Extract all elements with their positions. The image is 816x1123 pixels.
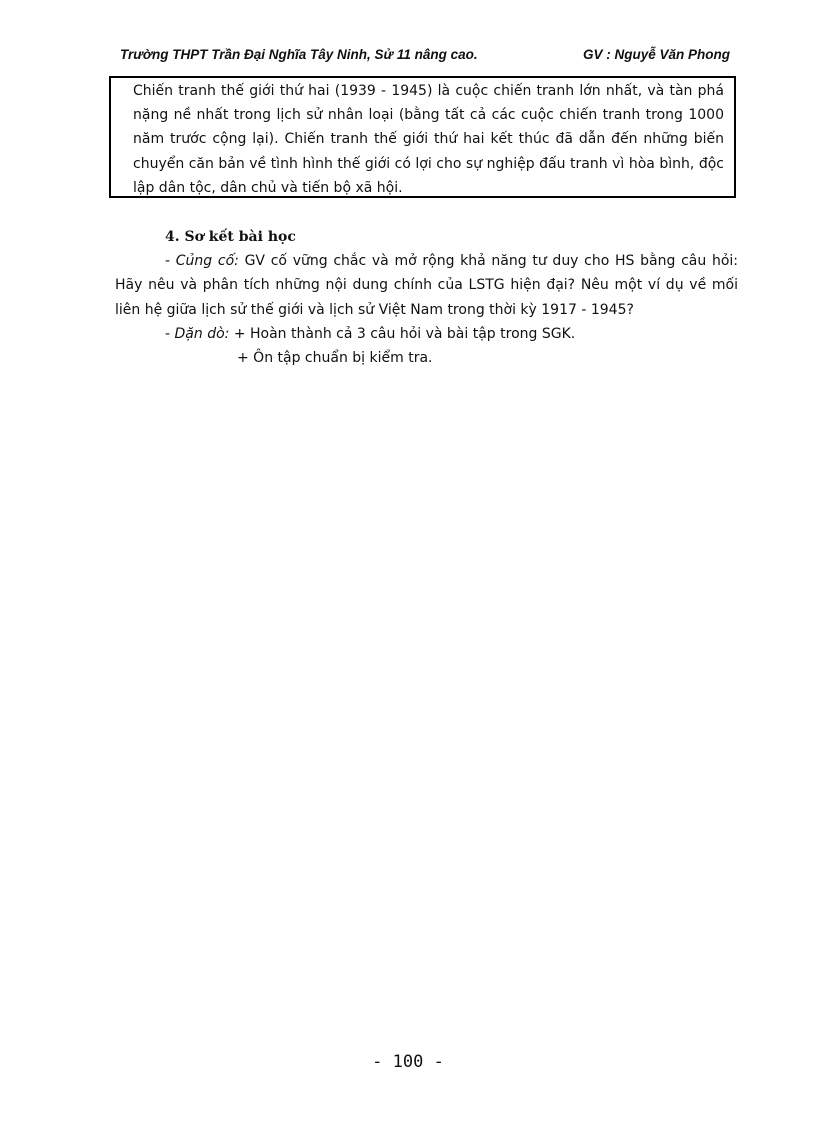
page-number: - 100 -: [372, 1052, 444, 1072]
consolidation-text: GV cố vững chắc và mở rộng khả năng tư duy cho HS bằng câu hỏi: Hãy nêu và phân tích những nội dung chính của LSTG hiện đại? Nêu một ví dụ về mối liên hệ giữa lịch sử thế giới và lịch sử Việt Nam trong thời kỳ 1917 - 1945?: [115, 253, 738, 318]
homework-line: [115, 322, 738, 346]
consolidation-label: Củng cố:: [175, 253, 239, 270]
consolidation-paragraph: [115, 249, 738, 322]
homework-prefix: -: [165, 325, 175, 342]
section-title: 4. Sơ kết bài học: [165, 229, 296, 245]
consolidation-prefix: -: [165, 253, 176, 270]
homework-label: Dặn dò:: [174, 325, 230, 342]
homework-item-1: + Hoàn thành cả 3 câu hỏi và bài tập trong SGK.: [229, 325, 576, 342]
summary-box-text: Chiến tranh thế giới thứ hai (1939 - 1945) là cuộc chiến tranh lớn nhất, và tàn phá nặng nề nhất trong lịch sử nhân loại (bằng tất cả các cuộc chiến tranh trong 1000 năm trước cộng lại). Chiến tranh thế giới thứ hai kết thúc đã dẫn đến những biến chuyển căn bản về tình hình thế giới có lợi cho sự nghiệp đấu tranh vì hòa bình, độc lập dân tộc, dân chủ và tiến bộ xã hội.: [133, 83, 724, 196]
homework-item-2: + Ôn tập chuẩn bị kiểm tra.: [237, 350, 433, 367]
summary-box: [109, 76, 736, 198]
header-school-title: Trường THPT Trần Đại Nghĩa Tây Ninh, Sử 11 nâng cao.: [120, 47, 478, 62]
header-teacher-name: GV : Nguyễ Văn Phong: [582, 47, 730, 62]
page-header: [120, 47, 730, 67]
lesson-summary-section: [115, 225, 738, 370]
